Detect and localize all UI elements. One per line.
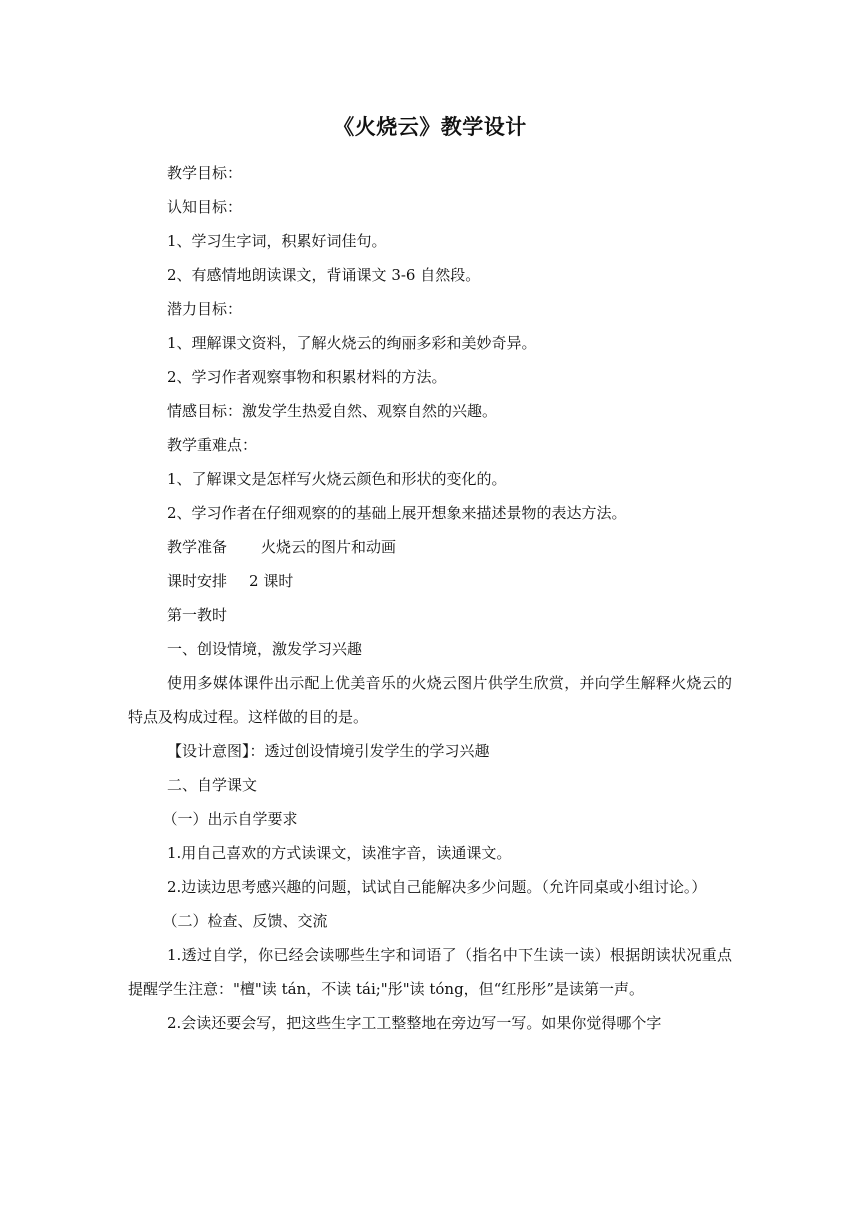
paragraph-multimedia: 使用多媒体课件出示配上优美音乐的火烧云图片供学生欣赏，并向学生解释火烧云的特点及构成过程。这样做的目的是。 [128,674,732,726]
paragraph-ability-1: 1、理解课文资料，了解火烧云的绚丽多彩和美妙奇异。 [167,334,537,352]
paragraph-ability-2: 2、学习作者观察事物和积累材料的方法。 [167,368,447,386]
paragraph-design-intent: 【设计意图】：透过创设情境引发学生的学习兴趣 [167,742,490,760]
schedule-value: 2 课时 [249,572,294,590]
paragraph-ability-goals: 潜力目标： [167,300,243,318]
paragraph-cognitive-2: 2、有感情地朗读课文，背诵课文 3-6 自然段。 [167,266,481,284]
paragraph-requirement-1: 1.用自己喜欢的方式读课文，读准字音，读通课文。 [167,844,512,862]
paragraph-cognitive-1: 1、学习生字词，积累好词佳句。 [167,232,387,250]
paragraph-key-points: 教学重难点： [167,436,258,454]
schedule-label: 课时安排 [167,572,228,590]
heading-self-study: 二、自学课文 [167,776,258,794]
heading-check-feedback: （二）检查、反馈、交流 [162,912,328,930]
heading-create-context: 一、创设情境，激发学习兴趣 [167,640,363,658]
preparation-label: 教学准备 [167,538,228,556]
paragraph-requirement-2: 2.边读边思考感兴趣的问题，试试自己能解决多少问题。（允许同桌或小组讨论。） [167,878,707,896]
paragraph-key-point-1: 1、了解课文是怎样写火烧云颜色和形状的变化的。 [167,470,507,488]
paragraph-schedule [128,564,732,598]
preparation-value: 火烧云的图片和动画 [261,538,397,556]
paragraph-teaching-goals: 教学目标： [167,164,243,182]
document-title: 《火烧云》教学设计 [333,115,527,139]
paragraph-check-2: 2.会读还要会写，把这些生字工工整整地在旁边写一写。如果你觉得哪个字 [167,1014,662,1032]
paragraph-check-1: 1.透过自学，你已经会读哪些生字和词语了（指名中下生读一读）根据朗读状况重点提醒学生注意："檀"读 tán，不读 tái;"彤"读 tóng，但“红彤彤”是读第一声。 [128,946,732,998]
paragraph-first-lesson: 第一教时 [167,606,228,624]
heading-self-study-requirements: （一）出示自学要求 [162,810,298,828]
document-page [128,100,732,1040]
paragraph-preparation [128,530,732,564]
paragraph-emotion-goals: 情感目标：激发学生热爱自然、观察自然的兴趣。 [167,402,498,420]
paragraph-key-point-2: 2、学习作者在仔细观察的的基础上展开想象来描述景物的表达方法。 [167,504,627,522]
paragraph-cognitive-goals: 认知目标： [167,198,243,216]
